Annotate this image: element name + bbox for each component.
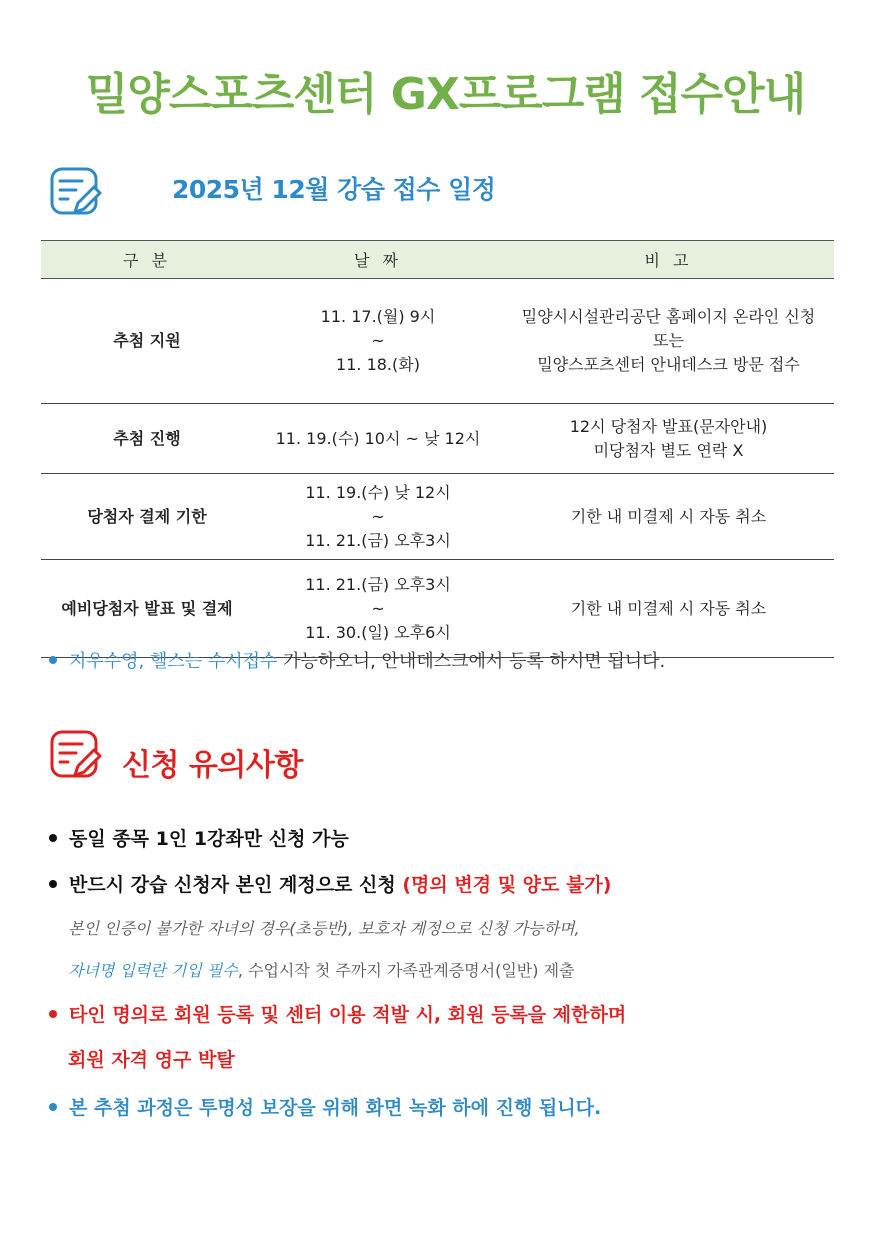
bullet-dot-icon [49,880,57,888]
note-line: 밀양시시설관리공단 홈페이지 온라인 신청 [521,307,816,326]
row-date [253,404,503,474]
date-line: 11. 17.(월) 9시 [320,307,436,326]
notice-penalty-cont: 회원 자격 영구 박탈 [68,1049,235,1071]
row-category: 추첨 진행 [41,404,253,474]
swim-notice-text: 가능하오니, 안내데스크에서 등록 하시면 됩니다. [277,651,666,672]
date-line: 11. 19.(수) 낮 12시 [305,482,451,502]
table-row [41,560,834,658]
note-line: 기한 내 미결제 시 자동 취소 [570,506,767,526]
bullet-dot-icon [49,1103,57,1111]
header-date: 날 짜 [253,241,503,279]
note-line: 또는 [653,331,684,350]
row-category: 추첨 지원 [41,279,253,404]
edit-note-icon [48,165,106,219]
note-line: 기한 내 미결제 시 자동 취소 [570,598,767,618]
list-item [49,1000,626,1027]
bullet-dot-icon [49,656,57,664]
date-line: ~ [371,331,385,350]
swim-notice-highlight: 지우수영, 헬스는 수시접수 [69,651,278,672]
note-line: 밀양스포츠센터 안내데스크 방문 접수 [537,355,800,374]
note-line: 12시 당첨자 발표(문자안내) [569,416,768,436]
row-note [503,404,834,474]
table-header-row [41,241,834,279]
schedule-table [41,240,834,658]
row-note [503,474,834,560]
row-category: 당첨자 결제 기한 [41,474,253,560]
row-note [503,279,834,404]
row-note [503,560,834,658]
table-row [41,404,834,474]
schedule-heading: 2025년 12월 강습 접수 일정 [172,175,496,204]
notice-own-account-warning: (명의 변경 및 양도 불가) [402,874,612,896]
date-line: ~ [371,598,385,618]
child-note-line: 본인 인증이 불가한 자녀의 경우(초등반), 보호자 계정으로 신청 가능하며, [68,919,580,938]
list-item [49,870,611,897]
child-note-text: , 수업시작 첫 주까지 가족관계증명서(일반) 제출 [237,961,575,980]
bullet-dot-icon [49,1010,57,1018]
date-line: 11. 18.(화) [336,355,420,374]
list-item [49,1093,601,1120]
edit-note-icon [48,728,106,782]
date-line: 11. 19.(수) 10시 ~ 낮 12시 [275,428,481,448]
date-line: 11. 21.(금) 오후3시 [305,530,451,550]
date-line: 11. 30.(일) 오후6시 [305,622,451,642]
notice-transparency: 본 추첨 과정은 투명성 보장을 위해 화면 녹화 하에 진행 됩니다. [69,1097,602,1119]
date-line: ~ [371,506,385,526]
table-row [41,474,834,560]
page-title: 밀양스포츠센터 GX프로그램 접수안내 [85,69,806,120]
row-date [253,560,503,658]
table-row [41,279,834,404]
notice-one-course: 동일 종목 1인 1강좌만 신청 가능 [69,828,349,850]
bullet-dot-icon [49,834,57,842]
header-note: 비 고 [503,241,834,279]
child-note-highlight: 자녀명 입력란 기입 필수 [68,961,238,980]
notice-penalty: 타인 명의로 회원 등록 및 센터 이용 적발 시, 회원 등록을 제한하며 [69,1004,627,1026]
child-note-line [68,958,575,981]
row-date [253,279,503,404]
row-date [253,474,503,560]
row-category: 예비당첨자 발표 및 결제 [41,560,253,658]
header-category: 구 분 [41,241,253,279]
note-line: 미당첨자 별도 연락 X [593,440,744,460]
notice-own-account: 반드시 강습 신청자 본인 계정으로 신청 [69,874,403,896]
notice-heading: 신청 유의사항 [122,748,303,783]
list-item [49,824,349,851]
swim-health-notice [49,647,665,673]
date-line: 11. 21.(금) 오후3시 [305,574,451,594]
